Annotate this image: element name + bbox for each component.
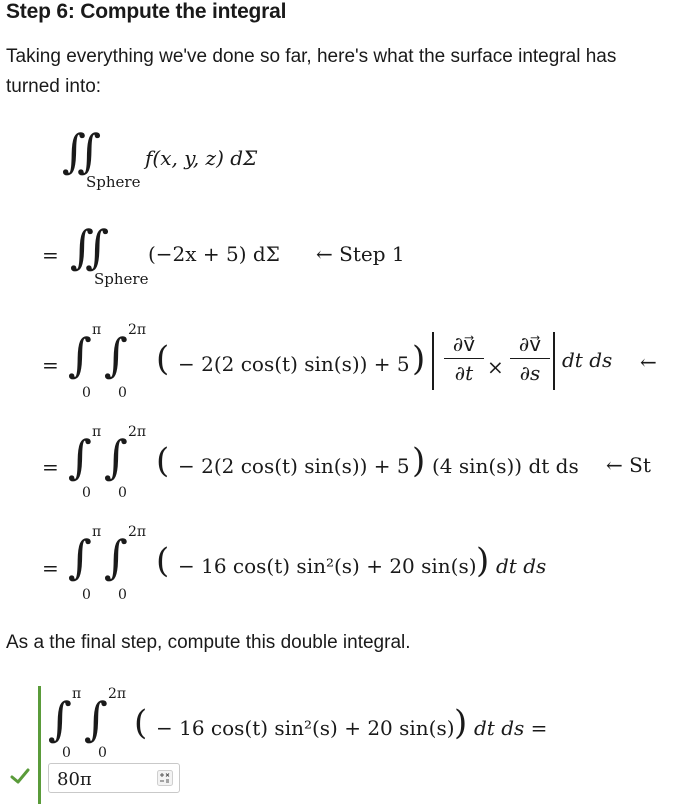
sphere-subscript: Sphere	[86, 173, 141, 191]
integral-inner-symbol: ∫	[104, 328, 128, 382]
arrow-note: ←	[640, 350, 657, 374]
equals-sign: =	[42, 243, 59, 267]
fraction-numerator: ∂v⃗	[518, 332, 542, 356]
integral-outer-symbol: ∫	[68, 530, 92, 584]
sphere-subscript: Sphere	[94, 270, 149, 288]
integral-outer-symbol: ∫	[68, 430, 92, 484]
inner-upper-limit: 2π	[128, 424, 147, 440]
double-integral-symbol: ∬	[70, 220, 110, 274]
right-paren: )	[476, 541, 490, 581]
integrand-expr: − 16 cos(t) sin²(s) + 20 sin(s)	[178, 554, 477, 578]
equals-sign: =	[42, 455, 59, 479]
fraction-denominator: ∂t	[454, 361, 474, 385]
partial-s-fraction	[510, 332, 550, 385]
answer-value: 80π	[57, 769, 92, 790]
integral-inner-symbol: ∫	[104, 430, 128, 484]
outer-upper-limit: π	[72, 686, 82, 702]
right-paren: )	[412, 441, 426, 481]
inner-upper-limit: 2π	[108, 686, 127, 702]
fraction-bar	[444, 358, 484, 359]
integrand-step1: (−2x + 5) dΣ	[148, 242, 280, 266]
fraction-bar	[510, 358, 550, 359]
left-paren: (	[134, 703, 148, 743]
equals-sign: =	[42, 353, 59, 377]
outer-upper-limit: π	[92, 424, 102, 440]
final-differentials: dt ds =	[474, 716, 548, 740]
inner-lower-limit: 0	[118, 485, 127, 501]
right-paren: )	[454, 703, 468, 743]
intro-paragraph: Taking everything we've done so far, here's what the surface integral has turned into:	[6, 46, 617, 97]
step-note-truncated: ← St	[606, 453, 651, 477]
norm-bar-right	[553, 332, 555, 390]
final-instruction: As a the final step, compute this double integral.	[6, 632, 411, 653]
answer-input[interactable]	[48, 763, 180, 793]
differentials: dt ds	[496, 554, 547, 578]
integral-outer-symbol: ∫	[68, 328, 92, 382]
checkmark-icon	[10, 766, 30, 786]
integral-inner-symbol: ∫	[84, 692, 108, 746]
left-paren: (	[156, 441, 170, 481]
outer-lower-limit: 0	[82, 587, 91, 603]
jacobian-tail: (4 sin(s)) dt ds	[432, 454, 579, 478]
step-heading: Step 6: Compute the integral	[6, 0, 287, 23]
inner-upper-limit: 2π	[128, 524, 147, 540]
cross-product: ×	[487, 355, 504, 379]
step1-note: ← Step 1	[316, 242, 405, 266]
left-paren: (	[156, 339, 170, 379]
norm-bar-left	[432, 332, 434, 390]
double-integral-symbol: ∬	[62, 124, 102, 178]
fraction-numerator: ∂v⃗	[452, 332, 476, 356]
integrand-f: f(x, y, z) dΣ	[145, 146, 258, 170]
fraction-denominator: ∂s	[519, 361, 541, 385]
outer-upper-limit: π	[92, 322, 102, 338]
inner-lower-limit: 0	[118, 385, 127, 401]
outer-lower-limit: 0	[82, 485, 91, 501]
math-keyboard-icon[interactable]	[157, 770, 173, 786]
integrand-expr: − 2(2 cos(t) sin(s)) + 5	[178, 454, 410, 478]
partial-t-fraction	[444, 332, 484, 385]
left-paren: (	[156, 541, 170, 581]
right-paren: )	[412, 339, 426, 379]
inner-upper-limit: 2π	[128, 322, 147, 338]
integral-outer-symbol: ∫	[48, 692, 72, 746]
equals-sign: =	[42, 556, 59, 580]
inner-lower-limit: 0	[98, 745, 107, 761]
integrand-expr: − 2(2 cos(t) sin(s)) + 5	[178, 352, 410, 376]
answer-correct-bar	[38, 686, 41, 804]
outer-lower-limit: 0	[62, 745, 71, 761]
differentials: dt ds	[562, 348, 613, 372]
outer-lower-limit: 0	[82, 385, 91, 401]
final-integrand: − 16 cos(t) sin²(s) + 20 sin(s)	[156, 716, 455, 740]
inner-lower-limit: 0	[118, 587, 127, 603]
outer-upper-limit: π	[92, 524, 102, 540]
integral-inner-symbol: ∫	[104, 530, 128, 584]
